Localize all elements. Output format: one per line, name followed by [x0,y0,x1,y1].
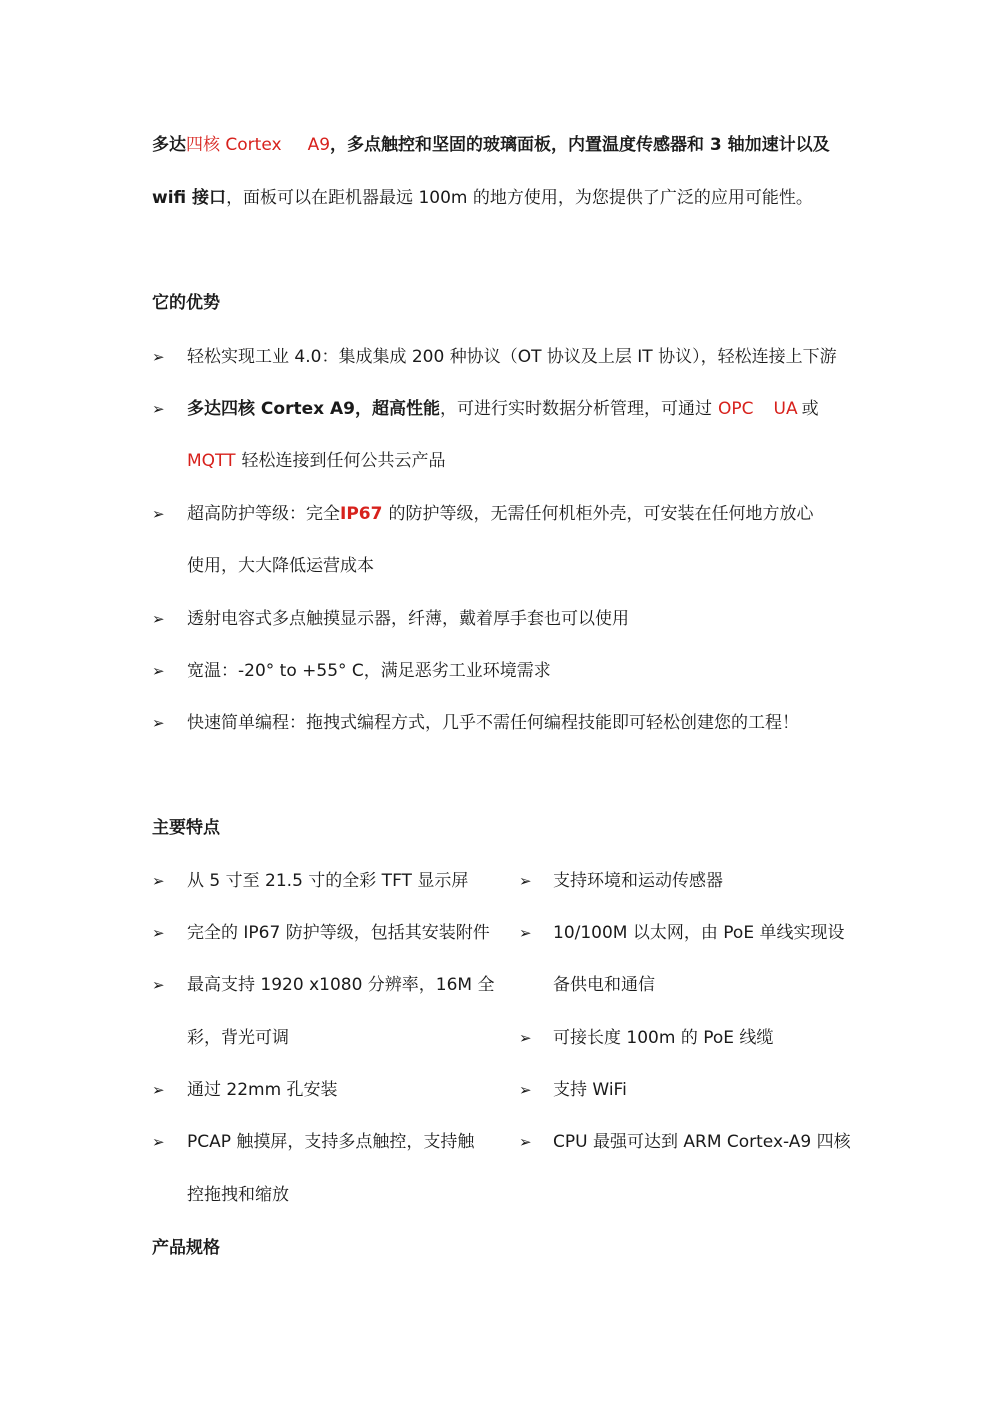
arrow-bullet-icon: ➢ [152,1133,165,1151]
arrow-bullet-icon: ➢ [152,1081,165,1099]
advantages-heading: 它的优势 [152,293,220,313]
advantage-item-3-cont: 使用，大大降低运营成本 [187,556,374,576]
ip67-highlight: IP67 [340,504,383,524]
feature-left-1: 从 5 寸至 21.5 寸的全彩 TFT 显示屏 [187,871,469,891]
specs-heading: 产品规格 [152,1238,220,1258]
feature-left-3-cont: 彩，背光可调 [187,1028,289,1048]
ua-highlight: UA [773,399,798,419]
advantage-item-2-text: ，可进行实时数据分析管理，可通过 [439,399,712,419]
arrow-bullet-icon: ➢ [519,924,532,942]
arrow-bullet-icon: ➢ [519,1133,532,1151]
advantage-item-5: 宽温：-20° to +55° C，满足恶劣工业环境需求 [187,661,551,681]
advantage-item-4: 透射电容式多点触摸显示器，纤薄，戴着厚手套也可以使用 [187,609,629,629]
intro-line-1 [152,133,830,157]
advantage-item-3-post: 的防护等级，无需任何机柜外壳，可安装在任何地方放心 [388,504,814,524]
feature-left-5: PCAP 触摸屏，支持多点触控，支持触 [187,1132,475,1152]
advantage-item-2-tail: 轻松连接到任何公共云产品 [241,451,446,471]
feature-left-2: 完全的 IP67 防护等级，包括其安装附件 [187,923,490,943]
feature-left-3: 最高支持 1920 x1080 分辨率，16M 全 [187,975,495,995]
arrow-bullet-icon: ➢ [152,924,165,942]
arrow-bullet-icon: ➢ [519,1029,532,1047]
feature-left-4: 通过 22mm 孔安装 [187,1080,338,1100]
advantage-item-2-cont [187,449,446,473]
advantage-item-2 [187,397,819,421]
feature-left-5-cont: 控拖拽和缩放 [187,1185,289,1205]
advantage-item-2-or: 或 [801,399,819,419]
arrow-bullet-icon: ➢ [519,872,532,890]
arrow-bullet-icon: ➢ [152,348,165,366]
intro-bold-prefix: 多达 [152,135,186,155]
arrow-bullet-icon: ➢ [152,976,165,994]
feature-right-2: 10/100M 以太网，由 PoE 单线实现设 [553,923,845,943]
intro-bold-rest: ，多点触控和坚固的玻璃面板，内置温度传感器和 3 轴加速计以及 [330,135,830,155]
arrow-bullet-icon: ➢ [152,505,165,523]
advantage-item-6: 快速简单编程：拖拽式编程方式，几乎不需任何编程技能即可轻松创建您的工程！ [187,713,799,733]
intro-line-2-text: ，面板可以在距机器最远 100m 的地方使用，为您提供了广泛的应用可能性。 [226,188,813,208]
opc-highlight: OPC [717,399,754,419]
advantage-item-2-bold: 多达四核 Cortex A9，超高性能 [187,399,440,419]
feature-right-3: 可接长度 100m 的 PoE 线缆 [553,1028,774,1048]
intro-line-2 [152,186,813,210]
arrow-bullet-icon: ➢ [152,714,165,732]
arrow-bullet-icon: ➢ [519,1081,532,1099]
arrow-bullet-icon: ➢ [152,400,165,418]
arrow-bullet-icon: ➢ [152,872,165,890]
feature-right-2-cont: 备供电和通信 [553,975,655,995]
mqtt-highlight: MQTT [187,451,236,471]
intro-a9-highlight: A9 [307,135,331,155]
feature-right-4: 支持 WiFi [553,1080,627,1100]
advantage-item-3 [187,502,813,526]
feature-right-5: CPU 最强可达到 ARM Cortex-A9 四核 [553,1132,851,1152]
feature-right-1: 支持环境和运动传感器 [553,871,723,891]
arrow-bullet-icon: ➢ [152,610,165,628]
advantage-item-3-pre: 超高防护等级：完全 [187,504,340,524]
advantage-item-1: 轻松实现工业 4.0：集成集成 200 种协议（OT 协议及上层 IT 协议），轻松连接上下游 [187,347,837,367]
intro-cpu-highlight: 四核 Cortex [186,135,282,155]
arrow-bullet-icon: ➢ [152,662,165,680]
features-heading: 主要特点 [152,818,220,838]
intro-wifi-bold: wifi 接口 [152,188,227,208]
